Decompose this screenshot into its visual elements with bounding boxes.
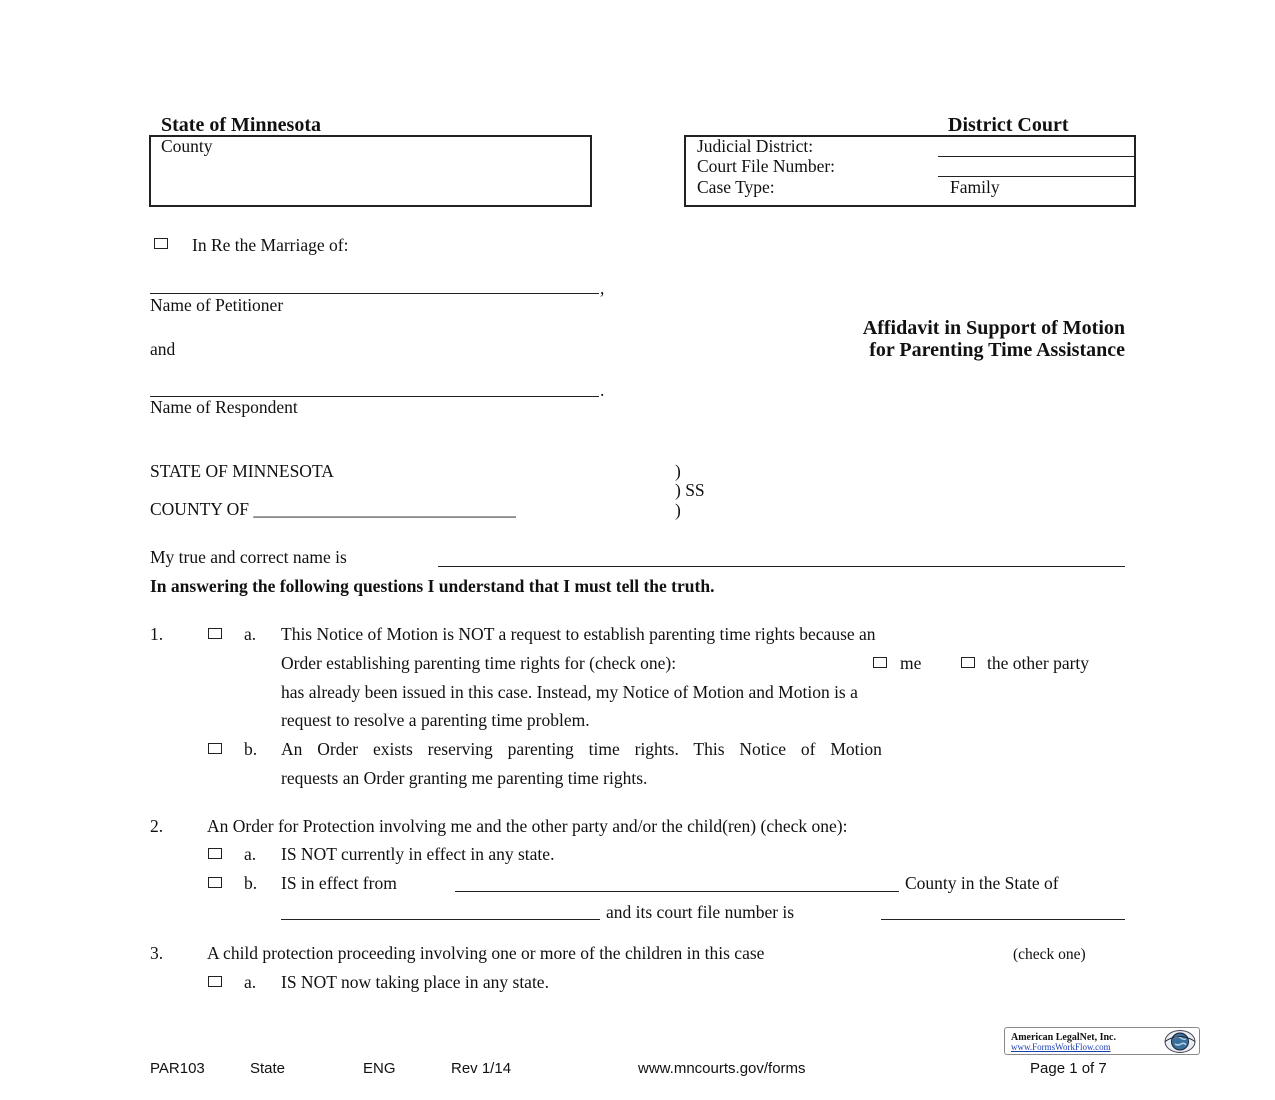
petitioner-comma: ,: [600, 278, 605, 298]
q1b-letter: b.: [244, 739, 258, 759]
q2b-state-field[interactable]: [281, 919, 600, 920]
judicial-district-field[interactable]: [938, 156, 1134, 157]
truth-statement: In answering the following questions I understand that I must tell the truth.: [150, 576, 715, 596]
q1b-checkbox[interactable]: [208, 743, 222, 754]
q2a-letter: a.: [244, 844, 257, 864]
q2b-checkbox[interactable]: [208, 877, 222, 888]
respondent-period: .: [600, 380, 605, 400]
document-title-line-2: for Parenting Time Assistance: [869, 339, 1125, 361]
q1a-line-1: This Notice of Motion is NOT a request to establish parenting time rights because an: [281, 624, 876, 644]
marriage-label: In Re the Marriage of:: [192, 235, 349, 255]
q1a-letter: a.: [244, 624, 257, 644]
q3a-letter: a.: [244, 972, 257, 992]
judicial-district-label: Judicial District:: [697, 136, 814, 156]
petitioner-name-field[interactable]: [150, 293, 599, 294]
q3-check-one: (check one): [1013, 946, 1086, 963]
venue-state: STATE OF MINNESOTA: [150, 461, 334, 481]
q3-number: 3.: [150, 943, 164, 963]
and-label: and: [150, 339, 176, 359]
q2a-text: IS NOT currently in effect in any state.: [281, 844, 555, 864]
court-title: District Court: [948, 114, 1069, 136]
q1b-line-1: An Order exists reserving parenting time rights. This Notice of Motion: [281, 739, 882, 759]
q2b-letter: b.: [244, 873, 258, 893]
q1a-other-party-checkbox[interactable]: [961, 657, 975, 668]
q2-text: An Order for Protection involving me and the other party and/or the child(ren) (check one):: [207, 816, 848, 836]
respondent-label: Name of Respondent: [150, 397, 298, 417]
true-name-label: My true and correct name is: [150, 547, 347, 567]
q2b-text-end: County in the State of: [905, 873, 1059, 893]
petitioner-label: Name of Petitioner: [150, 295, 284, 315]
footer-page-number: Page 1 of 7: [1030, 1060, 1107, 1077]
footer-form-code: PAR103: [150, 1060, 205, 1077]
q1a-line-4: request to resolve a parenting time problem.: [281, 710, 590, 730]
true-name-field[interactable]: [438, 566, 1125, 567]
q2b-county-field[interactable]: [455, 891, 899, 892]
venue-paren-bottom: ): [675, 500, 681, 520]
badge-company: American LegalNet, Inc.: [1011, 1032, 1116, 1043]
q2b-file-number-label: and its court file number is: [606, 902, 795, 922]
q3a-checkbox[interactable]: [208, 976, 222, 987]
legalnet-badge[interactable]: [1004, 1027, 1200, 1055]
footer-url[interactable]: www.mncourts.gov/forms: [638, 1060, 806, 1077]
case-type-label: Case Type:: [697, 177, 775, 197]
venue-ss: ) SS: [675, 480, 705, 500]
q1a-line-2: Order establishing parenting time rights for (check one):: [281, 653, 677, 673]
badge-site[interactable]: www.FormsWorkFlow.com: [1011, 1042, 1111, 1052]
q1b-line-2: requests an Order granting me parenting time rights.: [281, 768, 648, 788]
venue-paren-top: ): [675, 461, 681, 481]
q2b-text-start: IS in effect from: [281, 873, 397, 893]
q2-number: 2.: [150, 816, 164, 836]
marriage-checkbox[interactable]: [154, 238, 168, 249]
court-info-box: [684, 135, 1136, 207]
state-title: State of Minnesota: [161, 114, 321, 136]
q1a-me-checkbox[interactable]: [873, 657, 887, 668]
footer-scope: State: [250, 1060, 286, 1077]
q1a-line-3: has already been issued in this case. Instead, my Notice of Motion and Motion is a: [281, 682, 858, 702]
q3a-text: IS NOT now taking place in any state.: [281, 972, 549, 992]
case-type-value: Family: [950, 177, 1000, 197]
venue-county[interactable]: COUNTY OF ______________________________: [150, 499, 516, 519]
county-box[interactable]: [149, 135, 592, 207]
document-title-line-1: Affidavit in Support of Motion: [862, 317, 1125, 339]
globe-icon: [1163, 1029, 1197, 1054]
footer-revision: Rev 1/14: [451, 1060, 512, 1077]
q1-number: 1.: [150, 624, 164, 644]
q1a-me-label: me: [900, 653, 922, 673]
county-label: County: [161, 136, 213, 156]
q2a-checkbox[interactable]: [208, 848, 222, 859]
q3-text: A child protection proceeding involving one or more of the children in this case: [207, 943, 765, 963]
q2b-file-number-field[interactable]: [881, 919, 1125, 920]
q1a-other-party-label: the other party: [987, 653, 1090, 673]
court-file-number-label: Court File Number:: [697, 156, 836, 176]
q1a-checkbox[interactable]: [208, 628, 222, 639]
footer-language: ENG: [363, 1060, 396, 1077]
